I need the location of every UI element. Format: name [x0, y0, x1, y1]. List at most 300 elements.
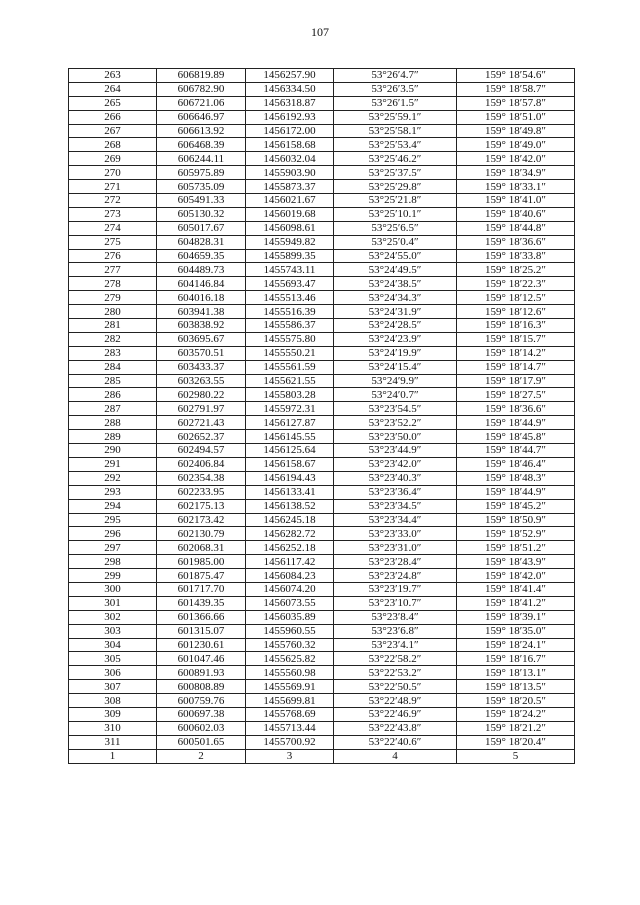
x-coordinate-cell: 600697.38 [157, 707, 246, 721]
x-coordinate-cell: 600501.65 [157, 735, 246, 749]
latitude-cell: 53°25′37.5″ [334, 166, 457, 180]
point-number-cell: 266 [69, 110, 157, 124]
table-row [69, 666, 575, 680]
table-row [69, 638, 575, 652]
point-number-cell: 281 [69, 319, 157, 333]
column-number-cell: 5 [457, 749, 575, 763]
point-number-cell: 291 [69, 457, 157, 471]
y-coordinate-cell: 1456133.41 [246, 485, 334, 499]
x-coordinate-cell: 602175.13 [157, 499, 246, 513]
table-row [69, 194, 575, 208]
longitude-cell: 159° 18′21.2″ [457, 721, 575, 735]
x-coordinate-cell: 604659.35 [157, 249, 246, 263]
table-row [69, 277, 575, 291]
y-coordinate-cell: 1455899.35 [246, 249, 334, 263]
x-coordinate-cell: 605491.33 [157, 194, 246, 208]
longitude-cell: 159° 18′27.5″ [457, 388, 575, 402]
latitude-cell: 53°22′46.9″ [334, 707, 457, 721]
x-coordinate-cell: 602980.22 [157, 388, 246, 402]
table-row [69, 305, 575, 319]
longitude-cell: 159° 18′44.8″ [457, 221, 575, 235]
longitude-cell: 159° 18′41.2″ [457, 596, 575, 610]
longitude-cell: 159° 18′12.5″ [457, 291, 575, 305]
table-row [69, 69, 575, 83]
point-number-cell: 289 [69, 430, 157, 444]
latitude-cell: 53°23′19.7″ [334, 582, 457, 596]
table-row [69, 499, 575, 513]
table-row [69, 124, 575, 138]
x-coordinate-cell: 606468.39 [157, 138, 246, 152]
point-number-cell: 268 [69, 138, 157, 152]
point-number-cell: 288 [69, 416, 157, 430]
longitude-cell: 159° 18′14.2″ [457, 346, 575, 360]
longitude-cell: 159° 18′50.9″ [457, 513, 575, 527]
latitude-cell: 53°23′42.0″ [334, 457, 457, 471]
table-row [69, 402, 575, 416]
table-row [69, 721, 575, 735]
longitude-cell: 159° 18′52.9″ [457, 527, 575, 541]
latitude-cell: 53°24′19.9″ [334, 346, 457, 360]
x-coordinate-cell: 603941.38 [157, 305, 246, 319]
x-coordinate-cell: 606646.97 [157, 110, 246, 124]
x-coordinate-cell: 602721.43 [157, 416, 246, 430]
latitude-cell: 53°23′44.9″ [334, 444, 457, 458]
longitude-cell: 159° 18′24.2″ [457, 707, 575, 721]
point-number-cell: 298 [69, 555, 157, 569]
y-coordinate-cell: 1456194.43 [246, 471, 334, 485]
latitude-cell: 53°24′9.9″ [334, 374, 457, 388]
longitude-cell: 159° 18′45.8″ [457, 430, 575, 444]
latitude-cell: 53°25′29.8″ [334, 180, 457, 194]
point-number-cell: 290 [69, 444, 157, 458]
longitude-cell: 159° 18′15.7″ [457, 332, 575, 346]
point-number-cell: 309 [69, 707, 157, 721]
latitude-cell: 53°22′53.2″ [334, 666, 457, 680]
x-coordinate-cell: 606782.90 [157, 82, 246, 96]
y-coordinate-cell: 1455586.37 [246, 319, 334, 333]
longitude-cell: 159° 18′14.7″ [457, 360, 575, 374]
table-row [69, 694, 575, 708]
table-row [69, 82, 575, 96]
table-row [69, 152, 575, 166]
latitude-cell: 53°23′33.0″ [334, 527, 457, 541]
x-coordinate-cell: 602791.97 [157, 402, 246, 416]
y-coordinate-cell: 1455903.90 [246, 166, 334, 180]
latitude-cell: 53°23′6.8″ [334, 624, 457, 638]
point-number-cell: 304 [69, 638, 157, 652]
y-coordinate-cell: 1455516.39 [246, 305, 334, 319]
x-coordinate-cell: 603838.92 [157, 319, 246, 333]
point-number-cell: 305 [69, 652, 157, 666]
y-coordinate-cell: 1455700.92 [246, 735, 334, 749]
table-row [69, 388, 575, 402]
latitude-cell: 53°23′40.3″ [334, 471, 457, 485]
latitude-cell: 53°25′6.5″ [334, 221, 457, 235]
y-coordinate-cell: 1456282.72 [246, 527, 334, 541]
y-coordinate-cell: 1455768.69 [246, 707, 334, 721]
table-body [69, 69, 575, 764]
table-row [69, 166, 575, 180]
table-row [69, 291, 575, 305]
column-number-cell: 3 [246, 749, 334, 763]
latitude-cell: 53°23′36.4″ [334, 485, 457, 499]
longitude-cell: 159° 18′13.1″ [457, 666, 575, 680]
longitude-cell: 159° 18′40.6″ [457, 207, 575, 221]
table-row [69, 457, 575, 471]
x-coordinate-cell: 600759.76 [157, 694, 246, 708]
longitude-cell: 159° 18′36.6″ [457, 235, 575, 249]
y-coordinate-cell: 1456074.20 [246, 582, 334, 596]
table-row [69, 430, 575, 444]
table-row [69, 235, 575, 249]
table-row [69, 624, 575, 638]
y-coordinate-cell: 1455569.91 [246, 680, 334, 694]
x-coordinate-cell: 601230.61 [157, 638, 246, 652]
longitude-cell: 159° 18′20.4″ [457, 735, 575, 749]
table-row [69, 96, 575, 110]
latitude-cell: 53°24′28.5″ [334, 319, 457, 333]
x-coordinate-cell: 602130.79 [157, 527, 246, 541]
x-coordinate-cell: 606819.89 [157, 69, 246, 83]
y-coordinate-cell: 1456117.42 [246, 555, 334, 569]
y-coordinate-cell: 1456073.55 [246, 596, 334, 610]
y-coordinate-cell: 1456158.68 [246, 138, 334, 152]
y-coordinate-cell: 1455873.37 [246, 180, 334, 194]
longitude-cell: 159° 18′16.3″ [457, 319, 575, 333]
x-coordinate-cell: 602652.37 [157, 430, 246, 444]
y-coordinate-cell: 1455550.21 [246, 346, 334, 360]
y-coordinate-cell: 1456035.89 [246, 610, 334, 624]
longitude-cell: 159° 18′57.8″ [457, 96, 575, 110]
point-number-cell: 300 [69, 582, 157, 596]
point-number-cell: 293 [69, 485, 157, 499]
latitude-cell: 53°23′4.1″ [334, 638, 457, 652]
y-coordinate-cell: 1455960.55 [246, 624, 334, 638]
point-number-cell: 284 [69, 360, 157, 374]
table-row [69, 319, 575, 333]
column-number-row [69, 749, 575, 763]
latitude-cell: 53°23′28.4″ [334, 555, 457, 569]
x-coordinate-cell: 602354.38 [157, 471, 246, 485]
table-row [69, 707, 575, 721]
table-row [69, 249, 575, 263]
latitude-cell: 53°23′10.7″ [334, 596, 457, 610]
point-number-cell: 265 [69, 96, 157, 110]
table-row [69, 610, 575, 624]
longitude-cell: 159° 18′36.6″ [457, 402, 575, 416]
x-coordinate-cell: 604489.73 [157, 263, 246, 277]
table-row [69, 471, 575, 485]
longitude-cell: 159° 18′54.6″ [457, 69, 575, 83]
y-coordinate-cell: 1456158.67 [246, 457, 334, 471]
table-row [69, 735, 575, 749]
y-coordinate-cell: 1456172.00 [246, 124, 334, 138]
x-coordinate-cell: 602173.42 [157, 513, 246, 527]
column-number-cell: 4 [334, 749, 457, 763]
point-number-cell: 264 [69, 82, 157, 96]
longitude-cell: 159° 18′46.4″ [457, 457, 575, 471]
latitude-cell: 53°22′48.9″ [334, 694, 457, 708]
x-coordinate-cell: 603570.51 [157, 346, 246, 360]
point-number-cell: 283 [69, 346, 157, 360]
longitude-cell: 159° 18′35.0″ [457, 624, 575, 638]
point-number-cell: 272 [69, 194, 157, 208]
point-number-cell: 299 [69, 569, 157, 583]
x-coordinate-cell: 600891.93 [157, 666, 246, 680]
longitude-cell: 159° 18′44.9″ [457, 416, 575, 430]
table-row [69, 485, 575, 499]
y-coordinate-cell: 1455575.80 [246, 332, 334, 346]
y-coordinate-cell: 1456127.87 [246, 416, 334, 430]
y-coordinate-cell: 1455972.31 [246, 402, 334, 416]
latitude-cell: 53°26′1.5″ [334, 96, 457, 110]
table-row [69, 596, 575, 610]
y-coordinate-cell: 1456098.61 [246, 221, 334, 235]
longitude-cell: 159° 18′24.1″ [457, 638, 575, 652]
longitude-cell: 159° 18′44.7″ [457, 444, 575, 458]
x-coordinate-cell: 602494.57 [157, 444, 246, 458]
x-coordinate-cell: 601047.46 [157, 652, 246, 666]
longitude-cell: 159° 18′22.3″ [457, 277, 575, 291]
longitude-cell: 159° 18′42.0″ [457, 152, 575, 166]
y-coordinate-cell: 1455621.55 [246, 374, 334, 388]
x-coordinate-cell: 605975.89 [157, 166, 246, 180]
latitude-cell: 53°25′0.4″ [334, 235, 457, 249]
latitude-cell: 53°24′23.9″ [334, 332, 457, 346]
longitude-cell: 159° 18′41.4″ [457, 582, 575, 596]
point-number-cell: 271 [69, 180, 157, 194]
latitude-cell: 53°23′24.8″ [334, 569, 457, 583]
latitude-cell: 53°25′53.4″ [334, 138, 457, 152]
table-row [69, 346, 575, 360]
y-coordinate-cell: 1455760.32 [246, 638, 334, 652]
latitude-cell: 53°23′8.4″ [334, 610, 457, 624]
table-row [69, 555, 575, 569]
longitude-cell: 159° 18′33.1″ [457, 180, 575, 194]
longitude-cell: 159° 18′34.9″ [457, 166, 575, 180]
point-number-cell: 274 [69, 221, 157, 235]
table-row [69, 221, 575, 235]
y-coordinate-cell: 1455561.59 [246, 360, 334, 374]
y-coordinate-cell: 1456032.04 [246, 152, 334, 166]
longitude-cell: 159° 18′17.9″ [457, 374, 575, 388]
x-coordinate-cell: 606721.06 [157, 96, 246, 110]
x-coordinate-cell: 600602.03 [157, 721, 246, 735]
latitude-cell: 53°26′3.5″ [334, 82, 457, 96]
table-row [69, 582, 575, 596]
x-coordinate-cell: 605735.09 [157, 180, 246, 194]
latitude-cell: 53°23′50.0″ [334, 430, 457, 444]
longitude-cell: 159° 18′51.2″ [457, 541, 575, 555]
y-coordinate-cell: 1455699.81 [246, 694, 334, 708]
y-coordinate-cell: 1455713.44 [246, 721, 334, 735]
x-coordinate-cell: 601366.66 [157, 610, 246, 624]
y-coordinate-cell: 1456245.18 [246, 513, 334, 527]
latitude-cell: 53°24′49.5″ [334, 263, 457, 277]
point-number-cell: 276 [69, 249, 157, 263]
point-number-cell: 301 [69, 596, 157, 610]
longitude-cell: 159° 18′49.8″ [457, 124, 575, 138]
point-number-cell: 275 [69, 235, 157, 249]
latitude-cell: 53°24′0.7″ [334, 388, 457, 402]
table-row [69, 541, 575, 555]
point-number-cell: 269 [69, 152, 157, 166]
point-number-cell: 292 [69, 471, 157, 485]
y-coordinate-cell: 1456252.18 [246, 541, 334, 555]
point-number-cell: 294 [69, 499, 157, 513]
y-coordinate-cell: 1455513.46 [246, 291, 334, 305]
point-number-cell: 296 [69, 527, 157, 541]
table-row [69, 180, 575, 194]
table-row [69, 360, 575, 374]
y-coordinate-cell: 1456334.50 [246, 82, 334, 96]
point-number-cell: 282 [69, 332, 157, 346]
x-coordinate-cell: 601985.00 [157, 555, 246, 569]
x-coordinate-cell: 603695.67 [157, 332, 246, 346]
y-coordinate-cell: 1456084.23 [246, 569, 334, 583]
x-coordinate-cell: 606613.92 [157, 124, 246, 138]
longitude-cell: 159° 18′39.1″ [457, 610, 575, 624]
latitude-cell: 53°22′40.6″ [334, 735, 457, 749]
longitude-cell: 159° 18′48.3″ [457, 471, 575, 485]
table-row [69, 513, 575, 527]
page-number: 107 [311, 25, 329, 39]
y-coordinate-cell: 1456019.68 [246, 207, 334, 221]
latitude-cell: 53°24′55.0″ [334, 249, 457, 263]
longitude-cell: 159° 18′49.0″ [457, 138, 575, 152]
x-coordinate-cell: 601315.07 [157, 624, 246, 638]
latitude-cell: 53°23′31.0″ [334, 541, 457, 555]
point-number-cell: 277 [69, 263, 157, 277]
table-row [69, 374, 575, 388]
latitude-cell: 53°25′58.1″ [334, 124, 457, 138]
column-number-cell: 2 [157, 749, 246, 763]
longitude-cell: 159° 18′25.2″ [457, 263, 575, 277]
table-row [69, 416, 575, 430]
table-row [69, 110, 575, 124]
longitude-cell: 159° 18′20.5″ [457, 694, 575, 708]
point-number-cell: 267 [69, 124, 157, 138]
table-row [69, 263, 575, 277]
longitude-cell: 159° 18′12.6″ [457, 305, 575, 319]
coordinates-table [68, 68, 575, 764]
point-number-cell: 311 [69, 735, 157, 749]
table-row [69, 652, 575, 666]
latitude-cell: 53°26′4.7″ [334, 69, 457, 83]
x-coordinate-cell: 604146.84 [157, 277, 246, 291]
y-coordinate-cell: 1456257.90 [246, 69, 334, 83]
y-coordinate-cell: 1456318.87 [246, 96, 334, 110]
y-coordinate-cell: 1455693.47 [246, 277, 334, 291]
point-number-cell: 287 [69, 402, 157, 416]
y-coordinate-cell: 1455803.28 [246, 388, 334, 402]
table-row [69, 444, 575, 458]
point-number-cell: 306 [69, 666, 157, 680]
latitude-cell: 53°25′10.1″ [334, 207, 457, 221]
point-number-cell: 279 [69, 291, 157, 305]
longitude-cell: 159° 18′51.0″ [457, 110, 575, 124]
latitude-cell: 53°25′21.8″ [334, 194, 457, 208]
column-number-cell: 1 [69, 749, 157, 763]
x-coordinate-cell: 605017.67 [157, 221, 246, 235]
latitude-cell: 53°22′58.2″ [334, 652, 457, 666]
point-number-cell: 308 [69, 694, 157, 708]
longitude-cell: 159° 18′33.8″ [457, 249, 575, 263]
y-coordinate-cell: 1455743.11 [246, 263, 334, 277]
y-coordinate-cell: 1455560.98 [246, 666, 334, 680]
point-number-cell: 297 [69, 541, 157, 555]
x-coordinate-cell: 604828.31 [157, 235, 246, 249]
latitude-cell: 53°24′34.3″ [334, 291, 457, 305]
y-coordinate-cell: 1456138.52 [246, 499, 334, 513]
y-coordinate-cell: 1456021.67 [246, 194, 334, 208]
latitude-cell: 53°25′59.1″ [334, 110, 457, 124]
point-number-cell: 286 [69, 388, 157, 402]
x-coordinate-cell: 603263.55 [157, 374, 246, 388]
latitude-cell: 53°22′43.8″ [334, 721, 457, 735]
point-number-cell: 270 [69, 166, 157, 180]
latitude-cell: 53°24′38.5″ [334, 277, 457, 291]
point-number-cell: 310 [69, 721, 157, 735]
longitude-cell: 159° 18′58.7″ [457, 82, 575, 96]
point-number-cell: 303 [69, 624, 157, 638]
y-coordinate-cell: 1456192.93 [246, 110, 334, 124]
latitude-cell: 53°24′15.4″ [334, 360, 457, 374]
x-coordinate-cell: 601717.70 [157, 582, 246, 596]
table-row [69, 680, 575, 694]
point-number-cell: 295 [69, 513, 157, 527]
x-coordinate-cell: 605130.32 [157, 207, 246, 221]
point-number-cell: 307 [69, 680, 157, 694]
latitude-cell: 53°23′54.5″ [334, 402, 457, 416]
x-coordinate-cell: 603433.37 [157, 360, 246, 374]
longitude-cell: 159° 18′42.0″ [457, 569, 575, 583]
x-coordinate-cell: 601875.47 [157, 569, 246, 583]
latitude-cell: 53°23′34.4″ [334, 513, 457, 527]
y-coordinate-cell: 1455949.82 [246, 235, 334, 249]
table-row [69, 527, 575, 541]
longitude-cell: 159° 18′44.9″ [457, 485, 575, 499]
latitude-cell: 53°24′31.9″ [334, 305, 457, 319]
latitude-cell: 53°23′34.5″ [334, 499, 457, 513]
table-row [69, 332, 575, 346]
x-coordinate-cell: 604016.18 [157, 291, 246, 305]
table-row [69, 138, 575, 152]
x-coordinate-cell: 601439.35 [157, 596, 246, 610]
latitude-cell: 53°25′46.2″ [334, 152, 457, 166]
point-number-cell: 273 [69, 207, 157, 221]
longitude-cell: 159° 18′41.0″ [457, 194, 575, 208]
longitude-cell: 159° 18′45.2″ [457, 499, 575, 513]
x-coordinate-cell: 606244.11 [157, 152, 246, 166]
longitude-cell: 159° 18′16.7″ [457, 652, 575, 666]
latitude-cell: 53°22′50.5″ [334, 680, 457, 694]
x-coordinate-cell: 602068.31 [157, 541, 246, 555]
x-coordinate-cell: 602233.95 [157, 485, 246, 499]
y-coordinate-cell: 1456145.55 [246, 430, 334, 444]
point-number-cell: 263 [69, 69, 157, 83]
table-row [69, 207, 575, 221]
y-coordinate-cell: 1456125.64 [246, 444, 334, 458]
point-number-cell: 302 [69, 610, 157, 624]
y-coordinate-cell: 1455625.82 [246, 652, 334, 666]
point-number-cell: 278 [69, 277, 157, 291]
table-row [69, 569, 575, 583]
x-coordinate-cell: 600808.89 [157, 680, 246, 694]
x-coordinate-cell: 602406.84 [157, 457, 246, 471]
latitude-cell: 53°23′52.2″ [334, 416, 457, 430]
longitude-cell: 159° 18′43.9″ [457, 555, 575, 569]
